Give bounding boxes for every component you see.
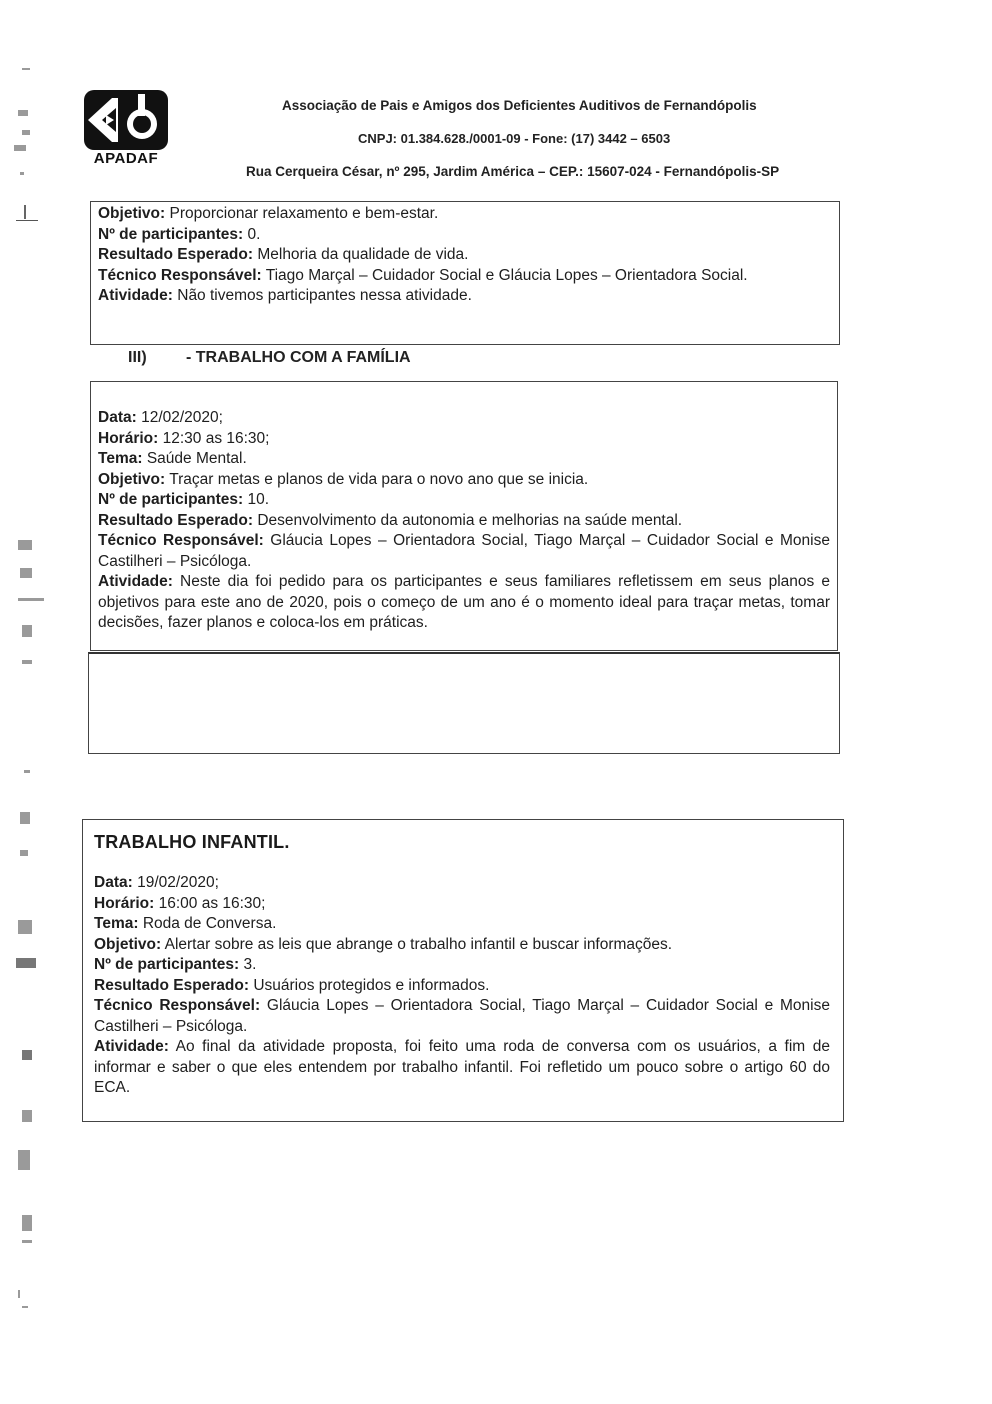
tema-value: Saúde Mental. [142, 450, 247, 467]
participantes-line [94, 955, 830, 976]
atividade-value: Ao final da atividade proposta, foi feito uma roda de conversa com os usuários, a fim de informar e saber o que eles entendem por trabalho infantil. Foi refletido um pouco sobre o artigo 60 do ECA. [94, 1038, 830, 1096]
activity-2-details [98, 408, 830, 634]
tecnico-value: Gláucia Lopes – Orientadora Social, Tiago Marçal – Cuidador Social e Monise Castilheri – Psicóloga. [94, 997, 830, 1035]
resultado-line [98, 245, 832, 266]
atividade-label: Atividade: [94, 1038, 169, 1055]
horario-value: 16:00 as 16:30; [154, 894, 266, 912]
data-line [94, 873, 830, 894]
tecnico-value: Gláucia Lopes – Orientadora Social, Tiago Marçal – Cuidador Social e Monise Castilheri – Psicóloga. [98, 532, 830, 570]
objetivo-label: Objetivo: [94, 935, 162, 953]
tecnico-label: Técnico Responsável: [98, 266, 262, 284]
objetivo-value: Traçar metas e planos de vida para o novo ano que se inicia. [165, 470, 589, 488]
participantes-line [98, 225, 832, 246]
tecnico-label: Técnico Responsável: [94, 997, 261, 1014]
apadaf-logo [78, 88, 174, 172]
objetivo-label: Objetivo: [98, 205, 166, 222]
objetivo-line [98, 470, 830, 491]
tema-label: Tema: [94, 915, 139, 932]
horario-line [94, 894, 830, 915]
data-label: Data: [98, 409, 137, 426]
data-value: 19/02/2020; [132, 874, 219, 891]
resultado-line [98, 511, 830, 532]
tema-line [98, 449, 830, 470]
participantes-label: Nº de participantes: [98, 225, 244, 243]
logo-text: APADAF [93, 150, 159, 167]
objetivo-line [98, 204, 832, 225]
atividade-line [94, 1037, 830, 1099]
participantes-value: 3. [239, 956, 257, 973]
tema-line [94, 914, 830, 935]
resultado-line [94, 976, 830, 997]
ear-logo-icon [78, 88, 174, 154]
participantes-label: Nº de participantes: [94, 956, 240, 973]
atividade-line [98, 572, 830, 634]
objetivo-value: Alertar sobre as leis que abrange o trabalho infantil e buscar informações. [161, 935, 673, 953]
tema-label: Tema: [98, 450, 143, 467]
atividade-value: Não tivemos participantes nessa atividade. [172, 287, 472, 304]
horario-line [98, 429, 830, 450]
horario-label: Horário: [94, 894, 155, 912]
tecnico-value: Tiago Marçal – Cuidador Social e Gláucia Lopes – Orientadora Social. [261, 266, 748, 284]
horario-value: 12:30 as 16:30; [158, 429, 270, 447]
resultado-value: Melhoria da qualidade de vida. [253, 246, 469, 263]
cnpj-line: CNPJ: 01.384.628./0001-09 - Fone: (17) 3442 – 6503 [358, 131, 671, 146]
participantes-value: 0. [243, 225, 261, 243]
objetivo-line [94, 935, 830, 956]
activity-4-details [94, 873, 830, 1099]
atividade-label: Atividade: [98, 573, 173, 590]
empty-box [88, 652, 840, 754]
data-value: 12/02/2020; [136, 409, 223, 426]
participantes-line [98, 490, 830, 511]
box-title: TRABALHO INFANTIL. [94, 832, 290, 852]
section-title: - TRABALHO COM A FAMÍLIA [186, 349, 411, 366]
participantes-value: 10. [243, 491, 270, 508]
horario-label: Horário: [98, 429, 159, 447]
objetivo-label: Objetivo: [98, 470, 166, 488]
atividade-value: Neste dia foi pedido para os participantes e seus familiares refletissem em seus planos e objetivos para este ano de 2020, pois o começo de um ano é o momento ideal para traçar metas, tomar decisões, fazer planos e coloca-los em práticas. [98, 573, 830, 631]
activity-1-details [98, 204, 832, 307]
objetivo-value: Proporcionar relaxamento e bem-estar. [165, 205, 439, 222]
tema-value: Roda de Conversa. [138, 915, 277, 932]
resultado-label: Resultado Esperado: [98, 246, 254, 263]
resultado-value: Desenvolvimento da autonomia e melhorias na saúde mental. [253, 511, 683, 529]
participantes-label: Nº de participantes: [98, 491, 244, 508]
org-name: Associação de Pais e Amigos dos Deficientes Auditivos de Fernandópolis [282, 98, 757, 113]
section-number: III) [128, 349, 147, 366]
resultado-label: Resultado Esperado: [98, 511, 254, 529]
data-label: Data: [94, 874, 133, 891]
resultado-value: Usuários protegidos e informados. [249, 976, 490, 994]
atividade-line [98, 286, 832, 307]
tecnico-line [94, 996, 830, 1037]
data-line [98, 408, 830, 429]
tecnico-line [98, 266, 832, 287]
address-line: Rua Cerqueira César, nº 295, Jardim América – CEP.: 15607-024 - Fernandópolis-SP [246, 164, 780, 179]
atividade-label: Atividade: [98, 287, 173, 304]
tecnico-label: Técnico Responsável: [98, 532, 264, 549]
resultado-label: Resultado Esperado: [94, 976, 250, 994]
tecnico-line [98, 531, 830, 572]
